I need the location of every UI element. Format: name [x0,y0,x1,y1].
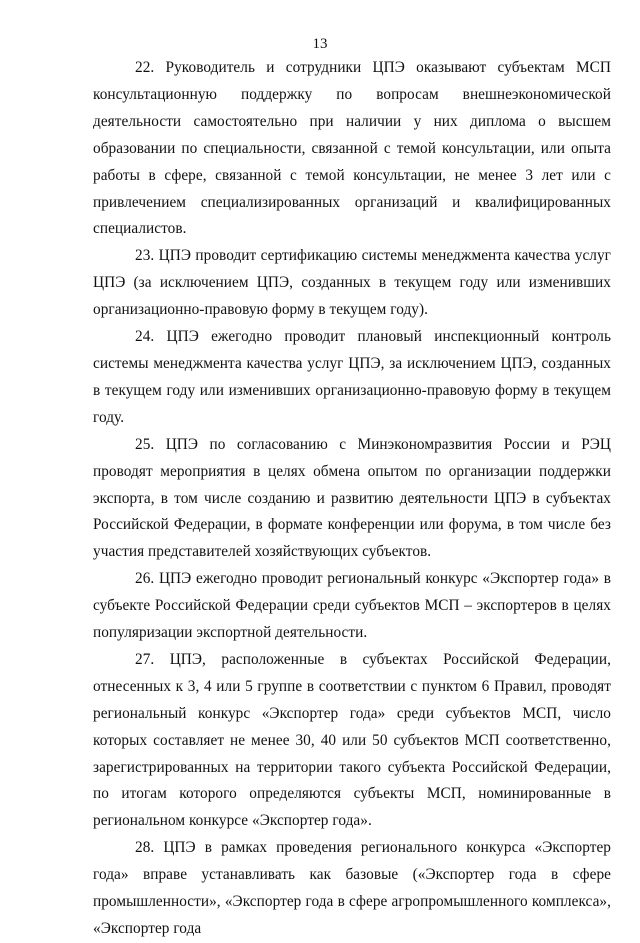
paragraph-27: 27. ЦПЭ, расположенные в субъектах Российской Федерации, отнесенных к 3, 4 или 5 группе в соответствии с пунктом 6 Правил, проводят региональный конкурс «Экспортер года» среди субъектов МСП, число которых составляет не менее 30, 40 или 50 субъектов МСП соответственно, зарегистрированных на территории такого субъекта Российской Федерации, по итогам которого определяются субъекты МСП, номинированные в региональном конкурсе «Экспортер года». [93,650,611,830]
paragraph-24: 24. ЦПЭ ежегодно проводит плановый инспекционный контроль системы менеджмента качества услуг ЦПЭ, за исключением ЦПЭ, созданных в текущем году или изменивших организационно-правовую форму в текущем году. [93,328,611,426]
paragraph-25: 25. ЦПЭ по согласованию с Минэкономразвития России и РЭЦ проводят мероприятия в целях обмена опытом по организации поддержки экспорта, в том числе созданию и развитию деятельности ЦПЭ в субъектах Российской Федерации, в формате конференции или форума, в том числе без участия представителей хозяйствующих субъектов. [93,435,611,561]
page-number: 13 [312,36,328,52]
document-body [93,55,611,943]
paragraph-22: 22. Руководитель и сотрудники ЦПЭ оказывают субъектам МСП консультационную поддержку по вопросам внешнеэкономической деятельности самостоятельно при наличии у них диплома о высшем образовании по специальности, связанной с темой консультации, или опыта работы в сфере, связанной с темой консультации, не менее 3 лет или с привлечением специализированных организаций и квалифицированных специалистов. [93,59,611,238]
paragraph-26: 26. ЦПЭ ежегодно проводит региональный конкурс «Экспортер года» в субъекте Российской Федерации среди субъектов МСП – экспортеров в целях популяризации экспортной деятельности. [93,570,611,642]
paragraph-28: 28. ЦПЭ в рамках проведения регионального конкурса «Экспортер года» вправе устанавливать как базовые («Экспортер года в сфере промышленности», «Экспортер года в сфере агропромышленного комплекса», «Экспортер года [93,839,611,937]
paragraph-23: 23. ЦПЭ проводит сертификацию системы менеджмента качества услуг ЦПЭ (за исключением ЦПЭ, созданных в текущем году или изменивших организационно-правовую форму в текущем году). [93,247,611,319]
